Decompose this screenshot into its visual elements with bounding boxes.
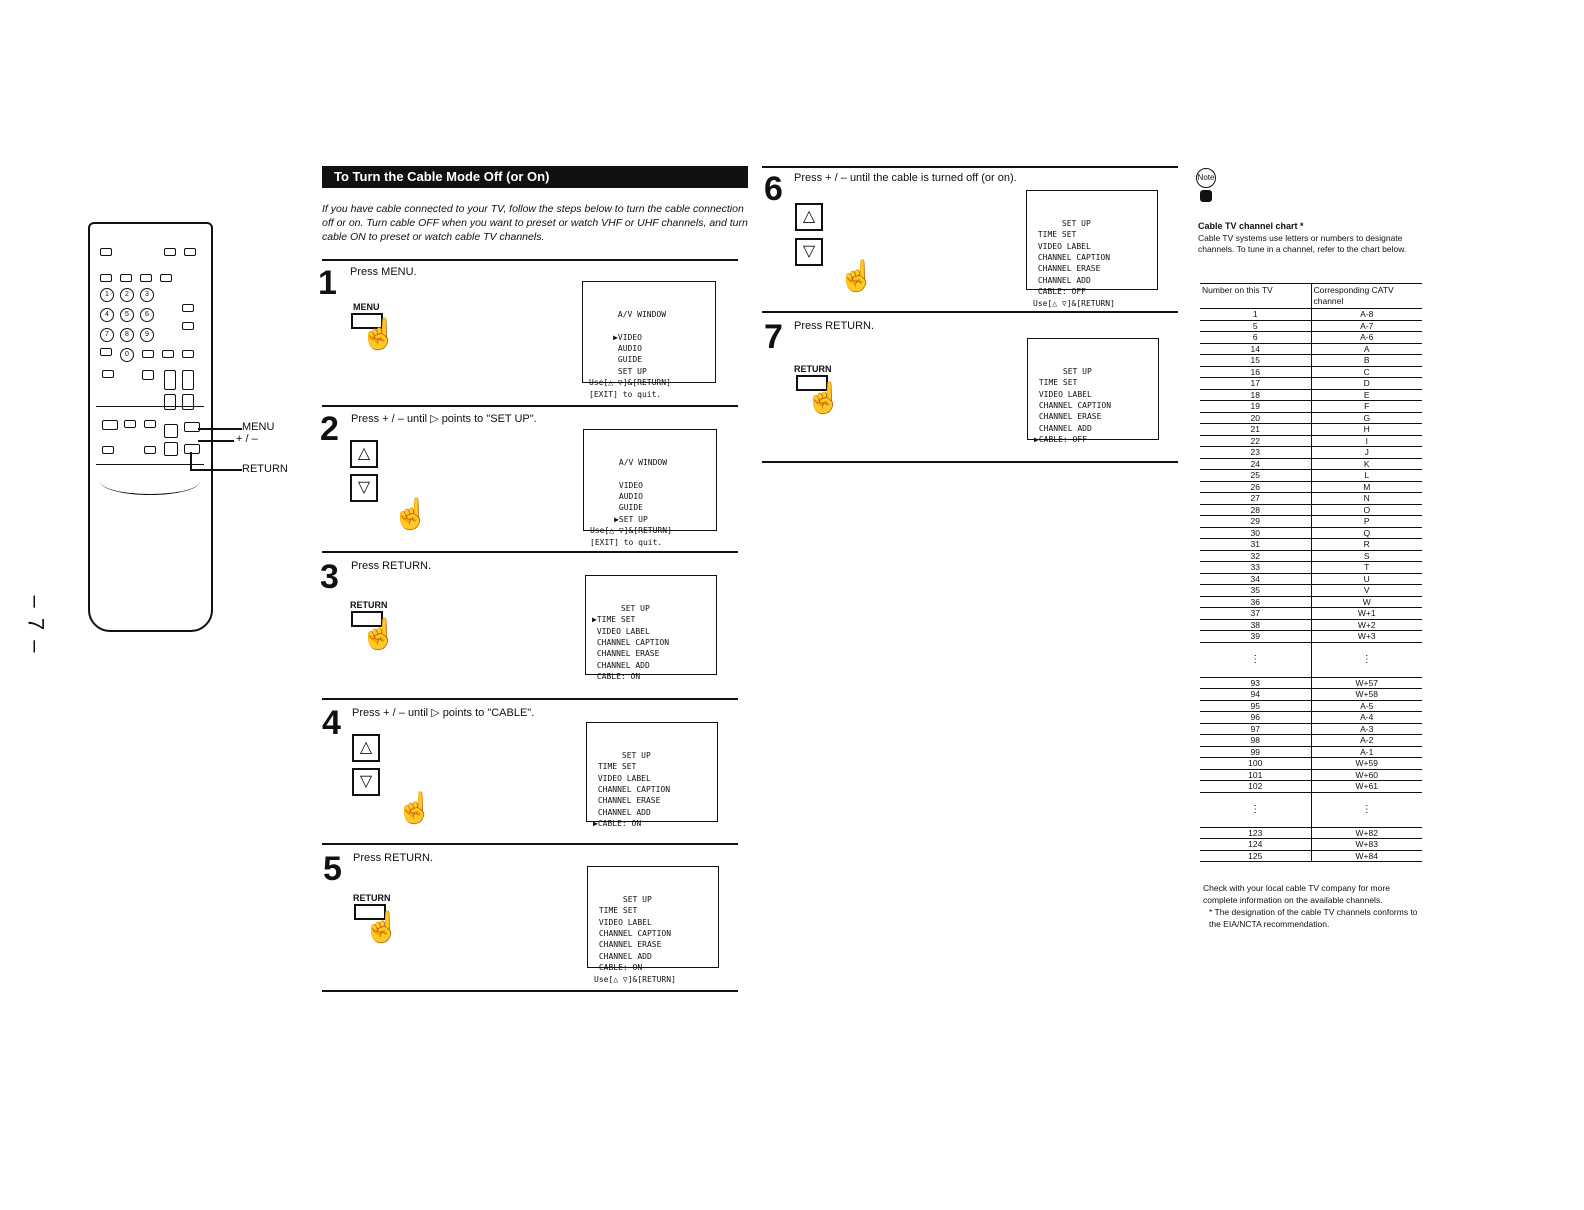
tv-number-cell: 33 [1200,562,1311,574]
tv-number-cell: 26 [1200,481,1311,493]
catv-channel-cell: A [1311,343,1422,355]
table-row [1200,320,1422,332]
step-instruction: Press + / – until the cable is turned off (or on). [794,172,1017,184]
callout-line-plusminus [198,440,234,442]
tv-screen-display: A/V WINDOW VIDEO AUDIO GUIDE ▶SET UP Use[△ ▽]&[RETURN] [EXIT] to quit. [583,429,717,531]
table-row [1200,677,1422,689]
catv-channel-cell: R [1311,539,1422,551]
catv-channel-cell: K [1311,458,1422,470]
button-icon [144,420,156,428]
section-title: To Turn the Cable Mode Off (or On) [322,166,748,188]
table-row [1200,550,1422,562]
divider [322,843,738,845]
callout-line-menu [198,428,242,430]
catv-channel-cell: A-3 [1311,723,1422,735]
table-row [1200,573,1422,585]
step-number: 1 [318,264,337,302]
key-label: RETURN [350,600,388,610]
catv-channel-cell: G [1311,412,1422,424]
table-row [1200,504,1422,516]
plus-button-icon [164,424,178,438]
ellipsis-cell: ⋮ [1200,792,1311,827]
table-row [1200,631,1422,643]
table-row [1200,470,1422,482]
divider [762,461,1178,463]
catv-channel-cell: V [1311,585,1422,597]
tv-number-cell: 5 [1200,320,1311,332]
catv-channel-cell: T [1311,562,1422,574]
tv-number-cell: 93 [1200,677,1311,689]
tv-number-cell: 102 [1200,781,1311,793]
tv-number-cell: 27 [1200,493,1311,505]
tv-number-cell: 15 [1200,355,1311,367]
catv-channel-cell: W [1311,596,1422,608]
minus-down-key-icon: ▽ [795,238,823,266]
tv-number-cell: 30 [1200,527,1311,539]
plus-up-key-icon: △ [350,440,378,468]
button-icon [144,446,156,454]
key-label: RETURN [353,893,391,903]
step-instruction: Press RETURN. [351,560,432,572]
remote-curve [100,468,200,495]
table-row [1200,596,1422,608]
power-button-icon [184,248,196,256]
tv-number-cell: 22 [1200,435,1311,447]
catv-channel-cell: A-4 [1311,712,1422,724]
catv-channel-cell: W+60 [1311,769,1422,781]
table-row [1200,839,1422,851]
digit-7-icon: 7 [100,328,114,342]
button-icon [182,304,194,312]
tv-number-cell: 101 [1200,769,1311,781]
catv-channel-cell: F [1311,401,1422,413]
tv-number-cell: 37 [1200,608,1311,620]
video3-button-icon [160,274,172,282]
button-icon [102,446,114,454]
pressing-hand-icon: ☝ [360,318,398,351]
tv-number-cell: 97 [1200,723,1311,735]
table-row [1200,493,1422,505]
digit-4-icon: 4 [100,308,114,322]
channel-rocker-icon [164,370,176,390]
table-row [1200,723,1422,735]
digit-9-icon: 9 [140,328,154,342]
menu-button-icon [184,422,200,432]
tv-number-cell: 29 [1200,516,1311,528]
tv-screen-display: SET UP TIME SET VIDEO LABEL CHANNEL CAPTION CHANNEL ERASE CHANNEL ADD ▶CABLE: ON [586,722,718,822]
ellipsis-cell: ⋮ [1311,792,1422,827]
tv-number-cell: 38 [1200,619,1311,631]
tv-number-cell: 18 [1200,389,1311,401]
step-number: 3 [320,558,339,596]
table-row [1200,389,1422,401]
button-icon [102,420,118,430]
tv-number-cell: 124 [1200,839,1311,851]
table-row [1200,516,1422,528]
tv-screen-display: SET UP TIME SET VIDEO LABEL CHANNEL CAPTION CHANNEL ERASE CHANNEL ADD ▶CABLE: OFF [1027,338,1159,440]
step-instruction: Press MENU. [350,266,417,278]
catv-channel-cell: M [1311,481,1422,493]
table-row [1200,435,1422,447]
table-row [1200,792,1422,827]
button-icon [182,394,194,410]
catv-channel-cell: W+59 [1311,758,1422,770]
key-label: RETURN [794,364,832,374]
table-row [1200,527,1422,539]
catv-channel-cell: L [1311,470,1422,482]
catv-channel-cell: A-7 [1311,320,1422,332]
note-icon-label: Note [1196,168,1216,188]
video1-button-icon [120,274,132,282]
table-row [1200,366,1422,378]
table-row [1200,562,1422,574]
tv-number-cell: 17 [1200,378,1311,390]
tv-screen-display: SET UP ▶TIME SET VIDEO LABEL CHANNEL CAPTION CHANNEL ERASE CHANNEL ADD CABLE: ON [585,575,717,675]
tv-number-cell: 39 [1200,631,1311,643]
table-row [1200,619,1422,631]
digit-5-icon: 5 [120,308,134,322]
catv-channel-cell: B [1311,355,1422,367]
chart-footnote: Check with your local cable TV company for more complete information on the available channels. [1203,883,1390,905]
catv-channel-cell: W+2 [1311,619,1422,631]
volume-rocker-icon [182,370,194,390]
tv-number-cell: 21 [1200,424,1311,436]
tv-number-cell: 1 [1200,309,1311,321]
tv-number-cell: 19 [1200,401,1311,413]
catv-channel-cell: A-8 [1311,309,1422,321]
remote-control-illustration [88,222,213,632]
tv-number-cell: 23 [1200,447,1311,459]
catv-channel-cell: O [1311,504,1422,516]
tv-number-cell: 99 [1200,746,1311,758]
step-number: 2 [320,410,339,448]
divider [322,259,738,261]
pressing-hand-icon: ☝ [838,260,876,293]
tv-button-icon [100,274,112,282]
minus-button-icon [164,442,178,456]
callout-line-return [190,452,192,470]
table-row [1200,401,1422,413]
tv-number-cell: 36 [1200,596,1311,608]
column-header: Number on this TV [1200,284,1311,309]
table-row [1200,608,1422,620]
table-row [1200,458,1422,470]
table-row [1200,700,1422,712]
catv-channel-cell: W+84 [1311,850,1422,862]
catv-channel-cell: W+61 [1311,781,1422,793]
tv-number-cell: 96 [1200,712,1311,724]
catv-channel-cell: W+83 [1311,839,1422,851]
tv-number-cell: 94 [1200,689,1311,701]
button-icon [124,420,136,428]
chart-footer [1203,882,1423,930]
table-row [1200,332,1422,344]
callout-plusminus: + / – [236,433,258,445]
video2-button-icon [140,274,152,282]
bulb-base-icon [1200,190,1212,202]
table-row [1200,585,1422,597]
tv-number-cell: 28 [1200,504,1311,516]
tv-number-cell: 24 [1200,458,1311,470]
digit-6-icon: 6 [140,308,154,322]
catv-channel-cell: S [1311,550,1422,562]
callout-line-return [190,469,242,471]
digit-2-icon: 2 [120,288,134,302]
step-number: 4 [322,704,341,742]
divider [96,464,204,465]
return-button-icon [184,444,200,454]
table-row [1200,758,1422,770]
catv-channel-cell: J [1311,447,1422,459]
catv-channel-cell: A-5 [1311,700,1422,712]
divider [762,166,1178,168]
catv-channel-cell: U [1311,573,1422,585]
catv-channel-cell: D [1311,378,1422,390]
tv-screen-display: SET UP TIME SET VIDEO LABEL CHANNEL CAPTION CHANNEL ERASE CHANNEL ADD CABLE: OFF Use[△ ▽]&[RETURN] [1026,190,1158,290]
button-icon [162,350,174,358]
table-row [1200,769,1422,781]
table-row [1200,378,1422,390]
tv-number-cell: 20 [1200,412,1311,424]
pressing-hand-icon: ☝ [363,911,401,944]
column-header: Corresponding CATV channel [1311,284,1422,309]
table-row [1200,481,1422,493]
note-icon [1196,168,1222,208]
table-row [1200,412,1422,424]
catv-channel-cell: W+1 [1311,608,1422,620]
catv-channel-cell: A-2 [1311,735,1422,747]
catv-channel-cell: C [1311,366,1422,378]
step-instruction: Press RETURN. [353,852,434,864]
catv-channel-cell: N [1311,493,1422,505]
table-row [1200,850,1422,862]
tv-number-cell: 16 [1200,366,1311,378]
sleep-button-icon [164,248,176,256]
table-row [1200,781,1422,793]
step-number: 6 [764,170,783,208]
plus-up-key-icon: △ [795,203,823,231]
tv-screen-display: A/V WINDOW ▶VIDEO AUDIO GUIDE SET UP Use[△ ▽]&[RETURN] [EXIT] to quit. [582,281,716,383]
button-icon [164,394,176,410]
tv-number-cell: 123 [1200,827,1311,839]
ellipsis-cell: ⋮ [1311,642,1422,677]
pressing-hand-icon: ☝ [805,382,843,415]
display-button-icon [100,348,112,356]
step-instruction: Press + / – until ▷ points to "CABLE". [352,707,535,719]
tv-number-cell: 95 [1200,700,1311,712]
minus-down-key-icon: ▽ [350,474,378,502]
power-button-icon [100,248,112,256]
key-label: MENU [353,302,380,312]
callout-menu: MENU [242,421,275,433]
pressing-hand-icon: ☝ [392,498,430,531]
catv-channel-cell: W+82 [1311,827,1422,839]
table-row [1200,746,1422,758]
plus-up-key-icon: △ [352,734,380,762]
divider [96,406,204,407]
button-icon [182,350,194,358]
table-row [1200,309,1422,321]
digit-8-icon: 8 [120,328,134,342]
digit-0-icon: 0 [120,348,134,362]
catv-channel-cell: I [1311,435,1422,447]
tv-number-cell: 100 [1200,758,1311,770]
table-row [1200,343,1422,355]
catv-channel-cell: Q [1311,527,1422,539]
ellipsis-cell: ⋮ [1200,642,1311,677]
tv-number-cell: 32 [1200,550,1311,562]
table-row [1200,424,1422,436]
catv-channel-cell: H [1311,424,1422,436]
catv-channel-cell: W+3 [1311,631,1422,643]
callout-return: RETURN [242,463,288,475]
tv-number-cell: 6 [1200,332,1311,344]
section-intro: If you have cable connected to your TV, follow the steps below to turn the cable connection off or on. Turn cable OFF when you want to preset or watch VHF or UHF channels, and turn cable ON to preset or watch cable TV channels. [322,203,748,243]
step-number: 5 [323,850,342,888]
digit-3-icon: 3 [140,288,154,302]
button-icon [182,322,194,330]
catv-channel-cell: W+58 [1311,689,1422,701]
chart-footnote: * The designation of the cable TV channels conforms to the EIA/NCTA recommendation. [1209,907,1418,929]
table-row [1200,712,1422,724]
catv-channel-cell: P [1311,516,1422,528]
chart-description: Cable TV systems use letters or numbers to designate channels. To tune in a channel, refer to the chart below. [1198,233,1407,254]
tv-number-cell: 31 [1200,539,1311,551]
pressing-hand-icon: ☝ [360,618,398,651]
table-row [1200,447,1422,459]
catv-channel-cell: W+57 [1311,677,1422,689]
tv-number-cell: 35 [1200,585,1311,597]
table-row [1200,735,1422,747]
chart-title: Cable TV channel chart * [1198,221,1304,231]
catv-channel-cell: A-1 [1311,746,1422,758]
table-row [1200,539,1422,551]
table-row [1200,689,1422,701]
tv-number-cell: 125 [1200,850,1311,862]
pressing-hand-icon: ☝ [396,792,434,825]
tv-number-cell: 98 [1200,735,1311,747]
digit-1-icon: 1 [100,288,114,302]
button-icon [102,370,114,378]
tv-number-cell: 14 [1200,343,1311,355]
channel-chart-table [1200,283,1422,862]
button-icon [142,350,154,358]
divider [322,698,738,700]
table-row [1200,827,1422,839]
step-instruction: Press + / – until ▷ points to "SET UP". [351,413,537,425]
catv-channel-cell: A-6 [1311,332,1422,344]
minus-down-key-icon: ▽ [352,768,380,796]
table-row [1200,642,1422,677]
tv-screen-display: SET UP TIME SET VIDEO LABEL CHANNEL CAPTION CHANNEL ERASE CHANNEL ADD CABLE: ON Use[△ ▽]&[RETURN] [587,866,719,968]
step-number: 7 [764,318,783,356]
page-number: – 7 – [23,595,49,655]
catv-channel-cell: E [1311,389,1422,401]
step-instruction: Press RETURN. [794,320,875,332]
picture-button-icon [142,370,154,380]
table-row [1200,355,1422,367]
tv-number-cell: 34 [1200,573,1311,585]
tv-number-cell: 25 [1200,470,1311,482]
